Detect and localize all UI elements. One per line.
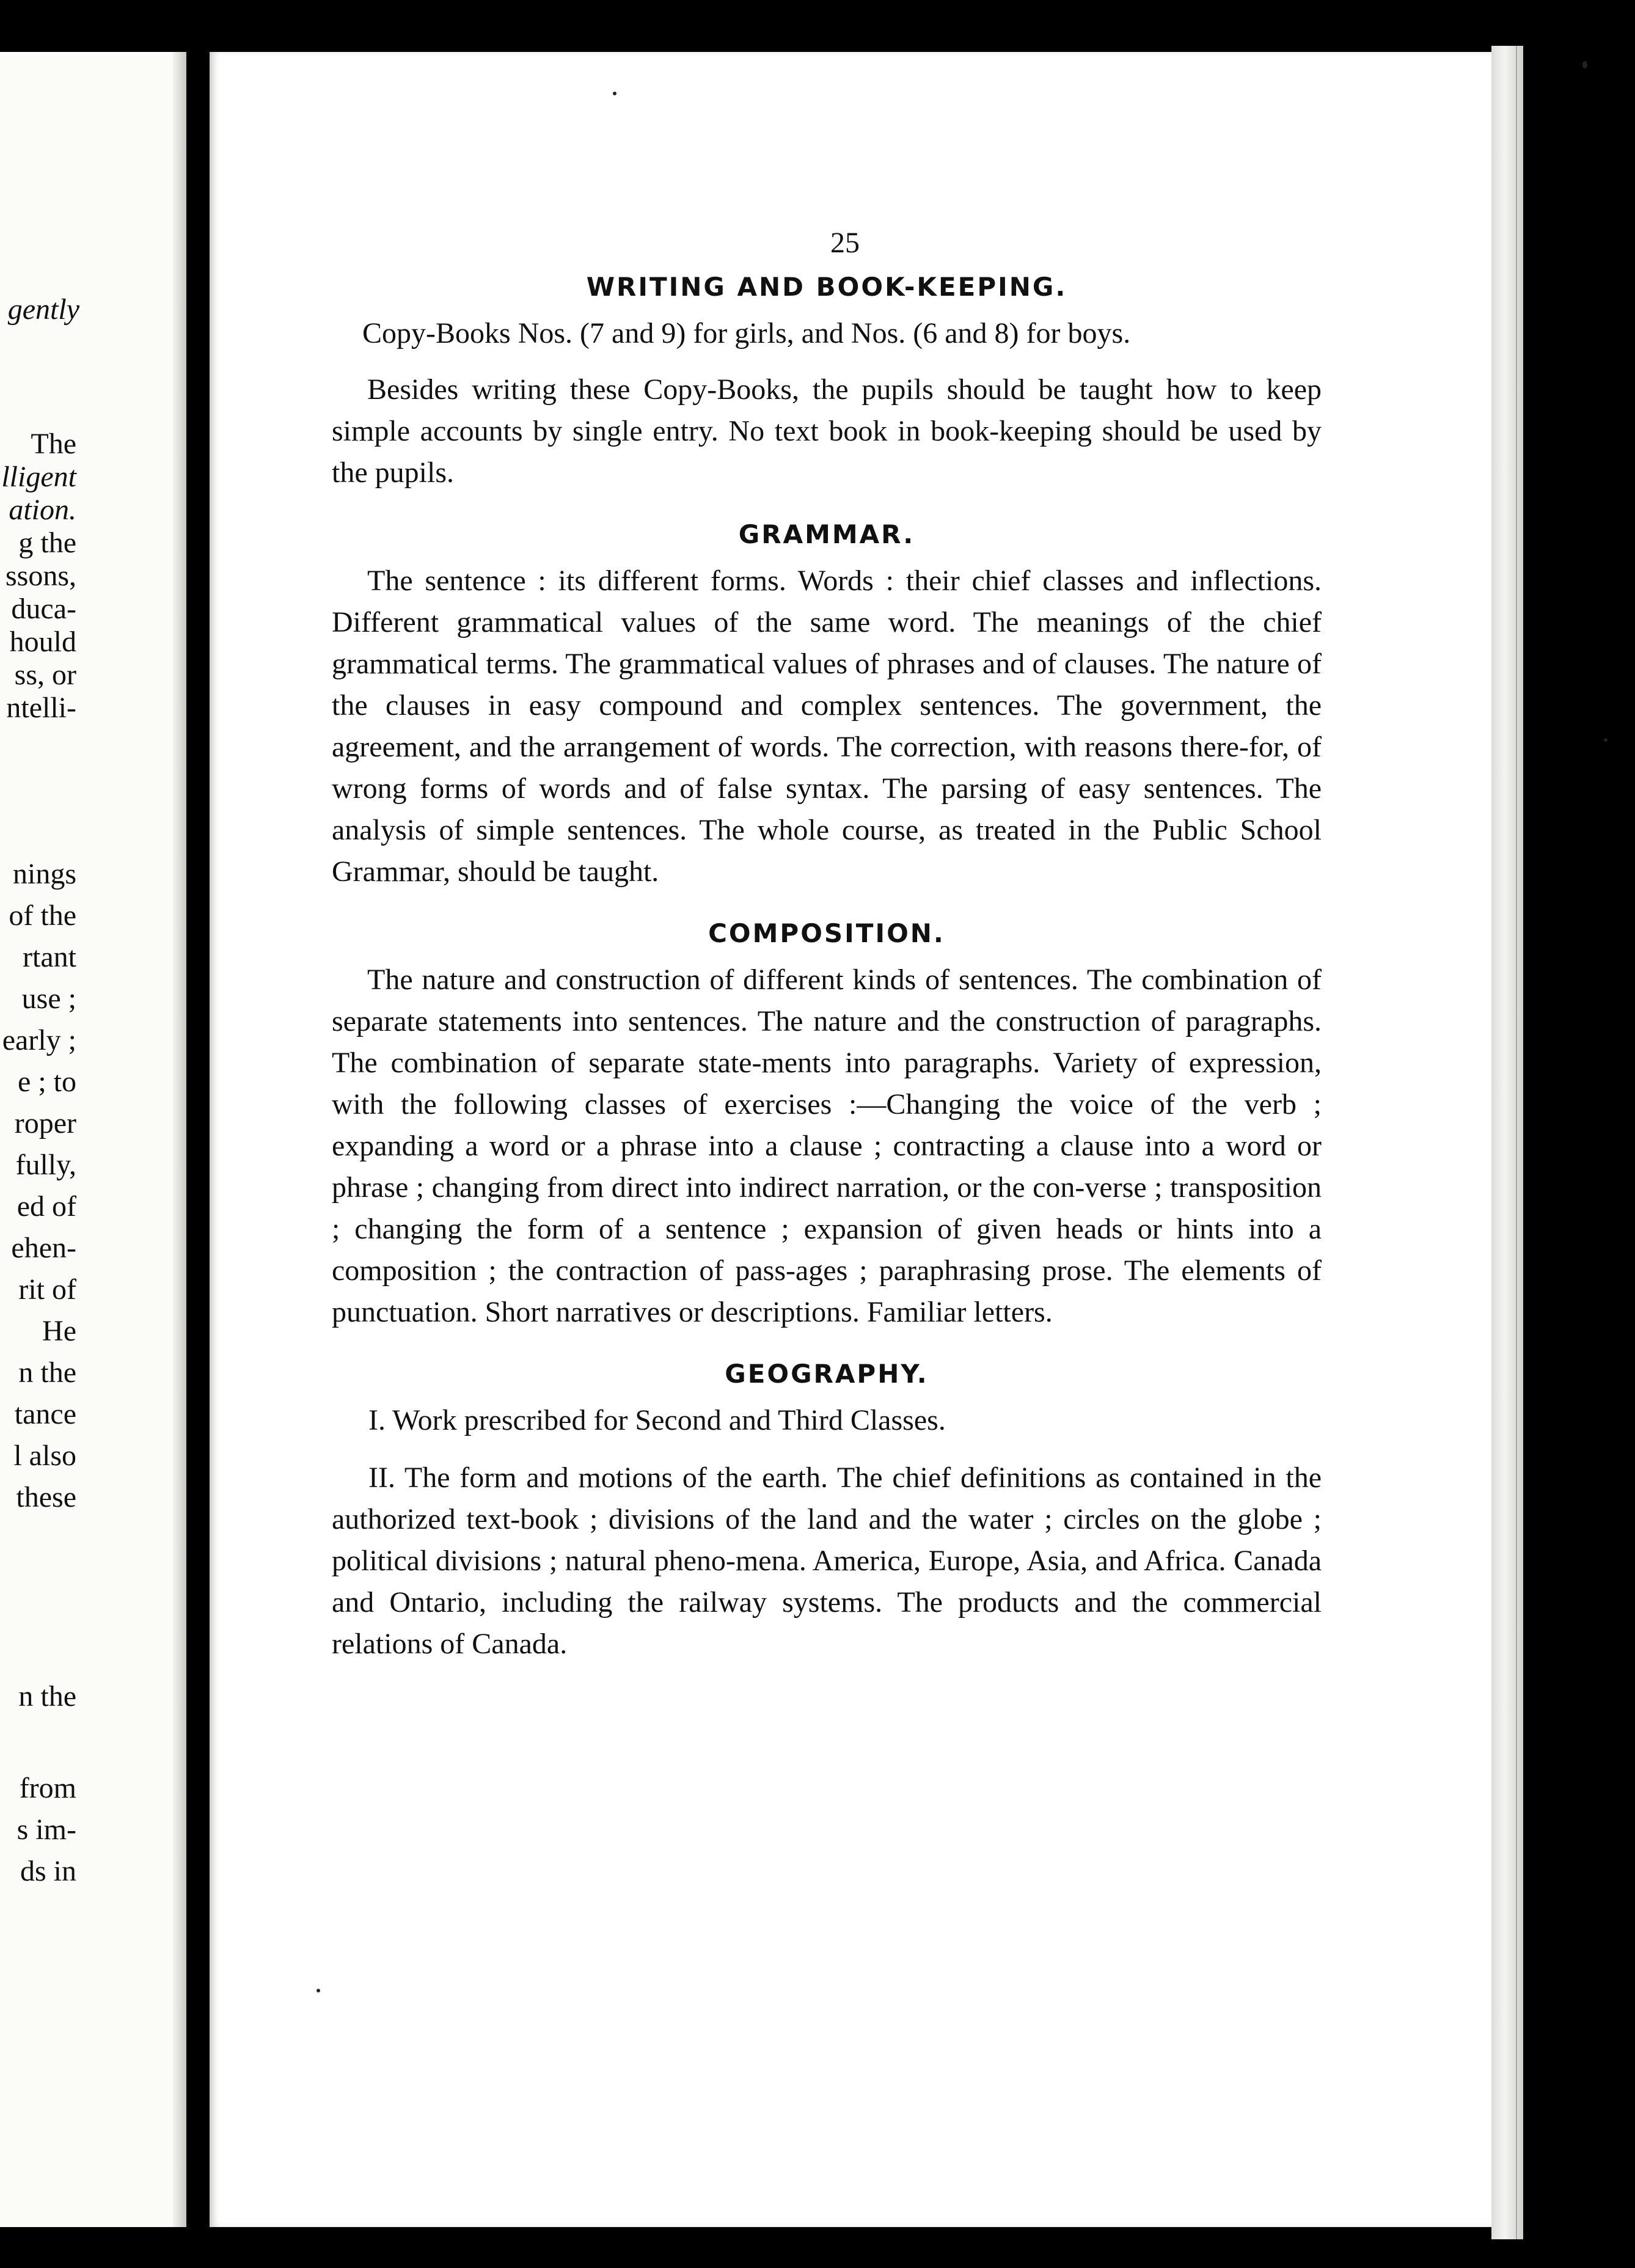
left-page-line: The (31, 428, 76, 460)
section-heading-writing: WRITING AND BOOK-KEEPING. (586, 272, 1067, 302)
left-page-line: ntelli- (6, 692, 76, 724)
left-page-line: He (42, 1315, 76, 1347)
page-number: 25 (830, 227, 860, 259)
left-page-line: nings (12, 858, 76, 890)
page-edge (1491, 46, 1523, 2239)
left-page-line: roper (14, 1107, 76, 1139)
left-page-line: from (19, 1772, 76, 1804)
current-page (210, 52, 1491, 2227)
left-page-line: ss, or (14, 659, 76, 691)
left-page-line: g the (18, 527, 76, 559)
left-page-line: tance (14, 1398, 76, 1430)
left-page-line: n the (18, 1680, 76, 1713)
left-page-line: ehen- (11, 1232, 76, 1264)
scan-speck (613, 92, 616, 95)
scan-speck (316, 1989, 320, 1992)
page-content (332, 226, 1322, 1681)
left-page-line: l also (13, 1439, 76, 1472)
scan-speck (1582, 61, 1587, 68)
section-heading-composition: COMPOSITION. (708, 918, 945, 948)
left-page-line: of the (9, 899, 76, 932)
left-page-line: use ; (21, 982, 76, 1015)
page-gutter (173, 52, 186, 2227)
left-page-line: rit of (18, 1273, 76, 1306)
left-page-line: rtant (23, 941, 76, 973)
scan-speck (1604, 738, 1608, 742)
section-heading-geography: GEOGRAPHY. (725, 1359, 929, 1389)
grammar-paragraph: The sentence : its different forms. Words : their chief classes and inflections. Different grammatical values of the same word. The meanings of the chief grammatical terms. The grammatical values of phrases and of clauses. The nature of the clauses in easy compound and complex sentences. The government, the agreement, and the arrangement of words. The correction, with reasons there-for, of wrong forms of words and of false syntax. The parsing of easy sentences. The analysis of simple sentences. The whole course, as treated in the Public School Grammar, should be taught. (332, 565, 1322, 888)
left-page-line: ed of (16, 1190, 76, 1223)
left-page-line: duca- (11, 593, 76, 625)
left-page-line: gently (7, 293, 79, 326)
composition-paragraph: The nature and construction of different kinds of sentences. The combination of separate statements into sentences. The nature and the construction of paragraphs. The combination of separate state-ments into paragraphs. Variety of expression, with the following classes of exercises :—Changing the voice of the verb ; expanding a word or a phrase into a clause ; contracting a clause into a word or phrase ; changing from direct into indirect narration, or the con-verse ; transposition ; changing the form of a sentence ; expansion of given heads or hints into a composition ; the contraction of pass-ages ; paraphrasing prose. The elements of punctuation. Short narratives or descriptions. Familiar letters. (332, 964, 1322, 1328)
writing-paragraph: Besides writing these Copy-Books, the pupils should be taught how to keep simple accounts by single entry. No text book in book-keeping should be used by the pupils. (332, 373, 1322, 489)
left-page-line: early ; (2, 1024, 76, 1056)
left-page-line: ssons, (5, 560, 76, 592)
left-page-line: s im- (16, 1813, 76, 1846)
geography-item: I. Work prescribed for Second and Third Classes. (368, 1404, 946, 1436)
left-page-line: these (16, 1481, 76, 1513)
left-page-line: hould (9, 626, 76, 658)
previous-page (0, 52, 186, 2227)
left-page-line: lligent (1, 461, 76, 493)
left-page-line: ds in (20, 1855, 76, 1887)
left-page-line: fully, (15, 1149, 76, 1181)
writing-paragraph: Copy-Books Nos. (7 and 9) for girls, and Nos. (6 and 8) for boys. (362, 317, 1131, 349)
left-page-line: e ; to (18, 1066, 76, 1098)
section-heading-grammar: GRAMMAR. (738, 519, 915, 549)
left-page-line: n the (18, 1356, 76, 1389)
left-page-line: ation. (9, 494, 76, 526)
geography-item: II. The form and motions of the earth. The chief definitions as contained in the authorized text-book ; divisions of the land and the water ; circles on the globe ; political divisions ; natural pheno-mena. America, Europe, Asia, and Africa. Canada and Ontario, including the railway systems. The products and the commercial relations of Canada. (332, 1461, 1322, 1660)
